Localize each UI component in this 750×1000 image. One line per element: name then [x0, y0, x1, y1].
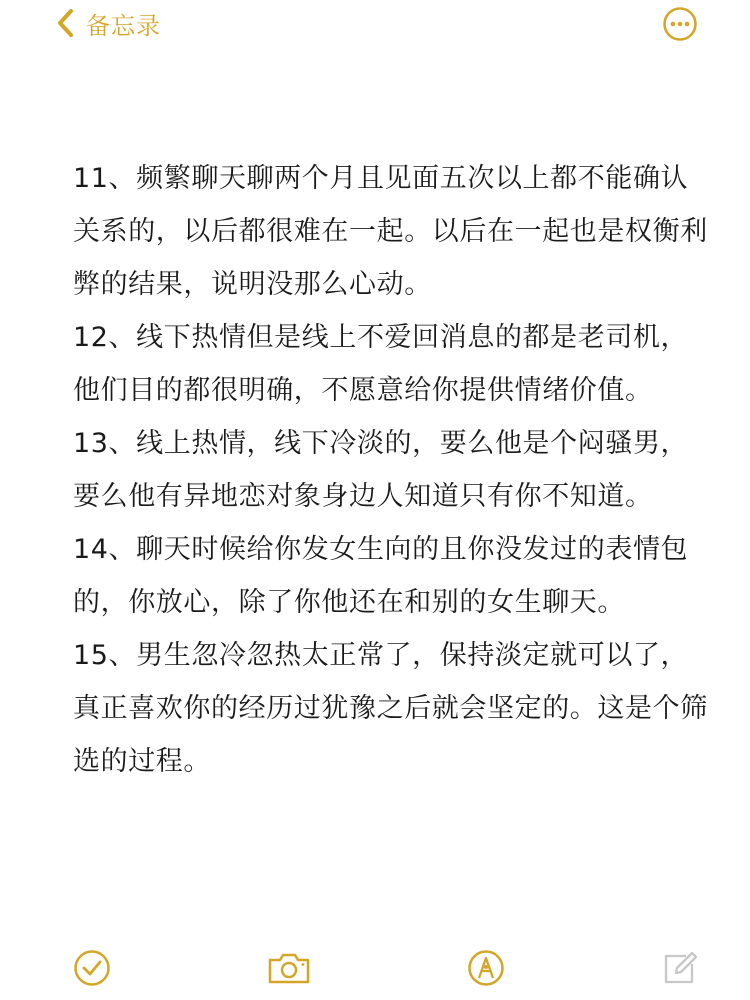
navigation-bar — [0, 0, 750, 50]
back-button-label: 备忘录 — [86, 11, 161, 40]
checklist-button[interactable] — [72, 948, 112, 988]
back-button[interactable] — [56, 6, 161, 40]
note-paragraph-13: 13、线上热情，线下冷淡的，要么他是个闷骚男，要么他有异地恋对象身边人知道只有你不知道。 — [73, 428, 689, 512]
note-paragraph-15: 15、男生忽冷忽热太正常了，保持淡定就可以了，真正喜欢你的经历过犹豫之后就会坚定的。这是个筛选的过程。 — [73, 640, 708, 777]
markup-pen-icon — [466, 948, 506, 988]
markup-button[interactable] — [466, 948, 506, 988]
compose-icon — [660, 948, 700, 988]
camera-button[interactable] — [266, 948, 312, 988]
more-options-button[interactable] — [662, 6, 698, 42]
chevron-left-icon — [56, 8, 76, 38]
note-paragraph-11: 11、频繁聊天聊两个月且见面五次以上都不能确认关系的，以后都很难在一起。以后在一起也是权衡利弊的结果，说明没那么心动。 — [73, 163, 708, 300]
bottom-toolbar — [0, 948, 750, 992]
camera-icon — [266, 948, 312, 988]
note-paragraph-14: 14、聊天时候给你发女生向的且你没发过的表情包的，你放心，除了你他还在和别的女生聊天。 — [73, 534, 689, 618]
checklist-icon — [72, 948, 112, 988]
note-content[interactable] — [73, 152, 713, 788]
note-paragraph-12: 12、线下热情但是线上不爱回消息的都是老司机，他们目的都很明确，不愿意给你提供情绪价值。 — [73, 322, 689, 406]
compose-button[interactable] — [660, 948, 700, 988]
ellipsis-circle-icon — [662, 27, 698, 46]
